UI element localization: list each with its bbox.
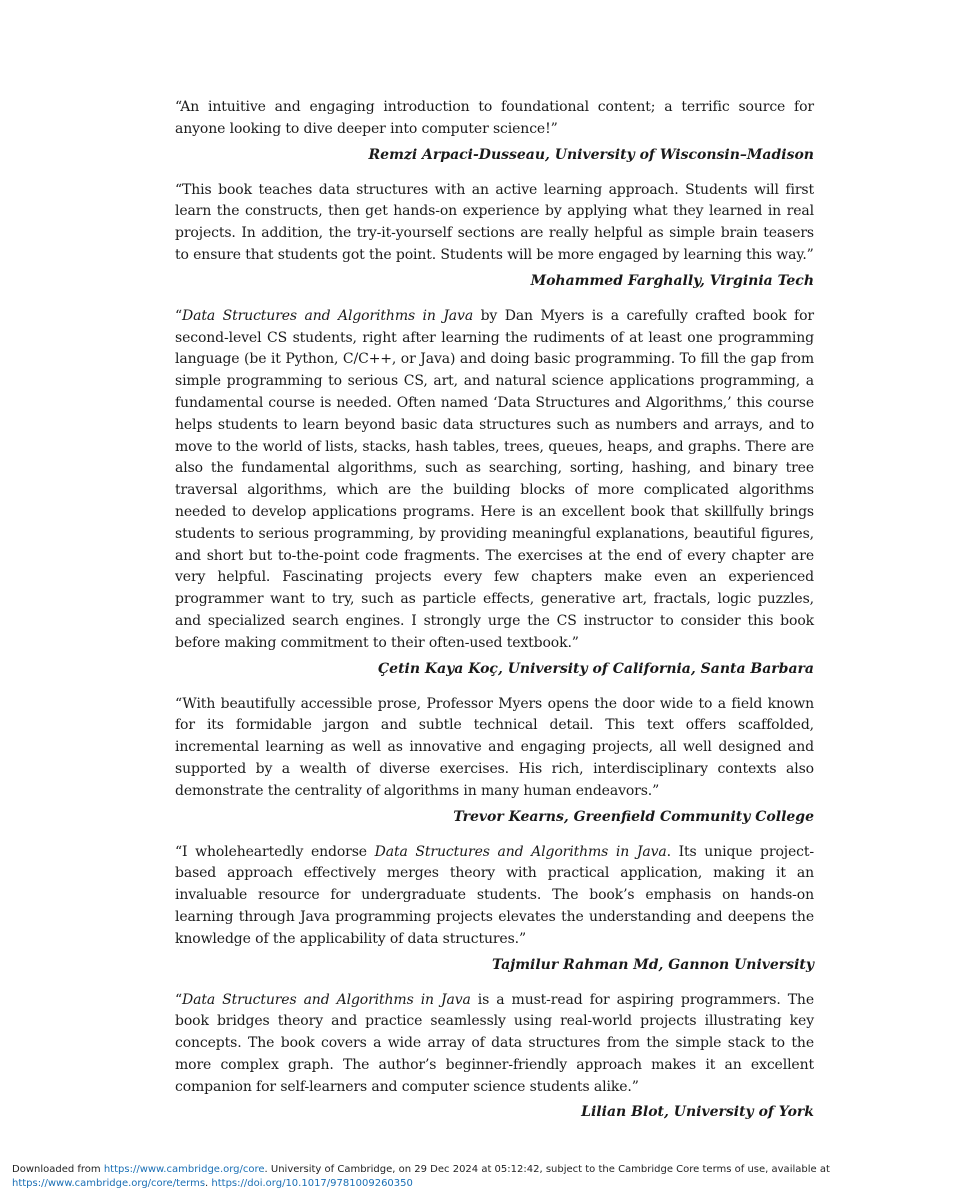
endorsement-block <box>175 694 814 828</box>
book-title-italic: Data Structures and Algorithms in Java <box>182 307 474 324</box>
quote-text: “ <box>175 991 183 1008</box>
endorsement-quote <box>175 180 814 267</box>
quote-text: “I wholeheartedly endorse <box>175 843 375 860</box>
quote-text: by Dan Myers is a carefully crafted book for second-level CS students, right after learning the rudiments of at least one programming language (be it Python, C/C++, or Java) and doing basic programming. To fill the gap from simple programming to serious CS, art, and natural science applications programming, a fundamental course is needed. Often named ‘Data Structures and Algorithms,’ this course helps students to learn beyond basic data structures such as numbers and arrays, and to move to the world of lists, stacks, hash tables, trees, queues, heaps, and graphs. There are also the fundamental algorithms, such as searching, sorting, hashing, and binary tree traversal algorithms, which are the building blocks of more complicated algorithms needed to develop applications programs. Here is an excellent book that skillfully brings students to serious programming, by providing meaningful explanations, beautiful figures, and short but to-the-point code fragments. The exercises at the end of every chapter are very helpful. Fascinating projects every few chapters make even an experienced programmer want to try, such as particle effects, generative art, fractals, logic puzzles, and specialized search engines. I strongly urge the CS instructor to consider this book before making commitment to their often-used textbook.” <box>175 307 815 651</box>
quote-text: “With beautifully accessible prose, Professor Myers opens the door wide to a field known for its formidable jargon and subtle technical detail. This text offers scaffolded, incremental learning as well as innovative and engaging projects, all well designed and supported by a wealth of diverse exercises. His rich, interdisciplinary contexts also demonstrate the centrality of algorithms in many human endeavors.” <box>175 695 814 799</box>
download-footer <box>12 1163 952 1191</box>
cambridge-terms-link[interactable]: https://www.cambridge.org/core/terms <box>12 1178 206 1189</box>
endorsement-author: Tajmilur Rahman Md, Gannon University <box>492 956 814 973</box>
doi-link[interactable]: https://doi.org/10.1017/9781009260350 <box>211 1178 413 1189</box>
endorsement-author: Lilian Blot, University of York <box>581 1104 814 1121</box>
endorsement-quote <box>175 694 814 803</box>
endorsement-author: Trevor Kearns, Greenfield Community College <box>453 808 814 825</box>
cambridge-core-link[interactable]: https://www.cambridge.org/core <box>103 1164 265 1175</box>
endorsement-quote <box>175 97 814 141</box>
book-title-italic: Data Structures and Algorithms in Java <box>374 843 667 860</box>
endorsement-author: Çetin Kaya Koç, University of California, Santa Barbara <box>378 660 814 677</box>
quote-text: “This book teaches data structures with an active learning approach. Students will first learn the constructs, then get hands-on experience by applying what they learned in real projects. In addition, the try-it-yourself sections are really helpful as simple brain teasers to ensure that students got the point. Students will be more engaged by learning this way.” <box>175 181 814 263</box>
book-title-italic: Data Structures and Algorithms in Java <box>182 991 471 1008</box>
endorsements-section <box>175 97 814 1137</box>
quote-text: . Its unique project-based approach effectively merges theory with practical application, making it an invaluable resource for undergraduate students. The book’s emphasis on hands-on learning through Java programming projects elevates the understanding and deepens the knowledge of the applicability of data structures.” <box>175 843 814 947</box>
quote-text: is a must-read for aspiring programmers. The book bridges theory and practice seamlessly using real-world projects illustrating key concepts. The book covers a wide array of data structures from the simple stack to the more complex graph. The author’s beginner-friendly approach makes it an excellent companion for self-learners and computer science students alike.” <box>175 991 814 1095</box>
endorsement-author: Remzi Arpaci-Dusseau, University of Wisconsin–Madison <box>368 146 814 163</box>
endorsement-block <box>175 842 814 976</box>
footer-middle: . University of Cambridge, on 29 Dec 2024 at 05:12:42, subject to the Cambridge Core terms of use, available at <box>264 1164 830 1175</box>
quote-text: “ <box>175 307 183 324</box>
endorsement-block <box>175 990 814 1124</box>
endorsement-quote <box>175 842 814 951</box>
endorsement-quote <box>175 306 814 655</box>
endorsement-block <box>175 97 814 166</box>
quote-text: “An intuitive and engaging introduction to foundational content; a terrific source for anyone looking to dive deeper into computer science!” <box>175 99 814 137</box>
endorsement-author: Mohammed Farghally, Virginia Tech <box>530 272 814 289</box>
endorsement-quote <box>175 990 814 1099</box>
endorsement-block <box>175 180 814 292</box>
endorsement-block <box>175 306 814 680</box>
footer-separator: . <box>205 1178 212 1189</box>
footer-prefix: Downloaded from <box>12 1164 104 1175</box>
